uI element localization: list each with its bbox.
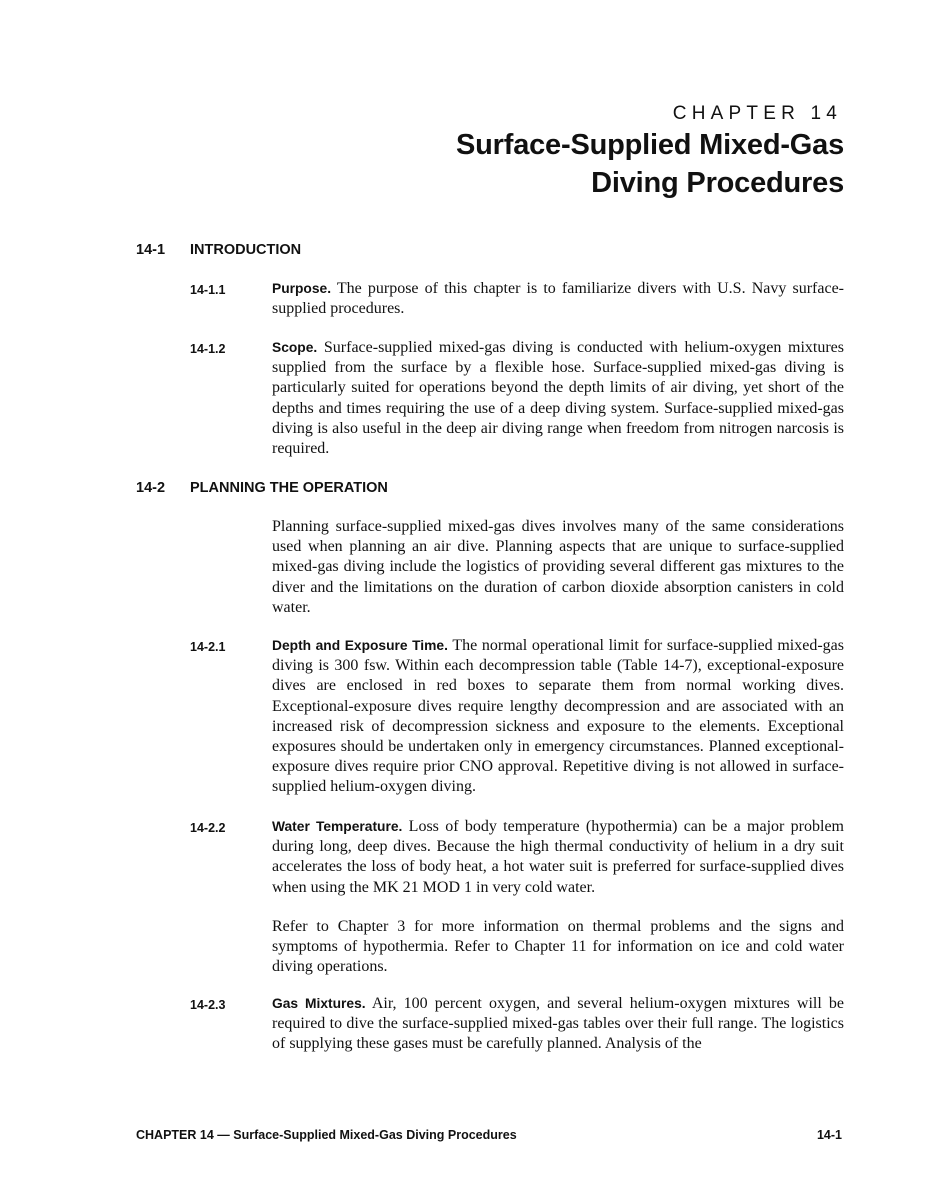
- paragraph-lead: Gas Mixtures.: [272, 996, 366, 1011]
- paragraph-lead: Depth and Exposure Time.: [272, 638, 448, 653]
- footer-chapter-title: CHAPTER 14 — Surface-Supplied Mixed-Gas Diving Procedures: [136, 1128, 517, 1142]
- paragraph: [272, 338, 844, 459]
- section-title: PLANNING THE OPERATION: [190, 480, 388, 496]
- chapter-title-line-1: Surface-Supplied Mixed-Gas: [456, 129, 844, 161]
- paragraph: [272, 636, 844, 798]
- paragraph-number: 14-1.1: [190, 283, 226, 297]
- paragraph: [272, 279, 844, 319]
- paragraph-number: 14-2.2: [190, 821, 226, 835]
- paragraph-lead: Water Temperature.: [272, 819, 403, 834]
- paragraph: [272, 817, 844, 898]
- paragraph-number: 14-2.1: [190, 640, 226, 654]
- section-number: 14-2: [136, 480, 166, 496]
- paragraph-text: Loss of body temperature (hypothermia) can be a major problem during long, deep dives. Because the high thermal conductivity of helium in a dry suit accelerates the loss of body heat, a hot water suit is preferred for surface-supplied dives when using the MK 21 MOD 1 in very cold water.: [272, 818, 844, 896]
- chapter-label: CHAPTER 14: [672, 103, 842, 124]
- paragraph: [272, 994, 844, 1055]
- paragraph-text: Surface-supplied mixed-gas diving is conducted with helium-oxygen mixtures supplied from the surface by a flexible hose. Surface-supplied mixed-gas diving is particularly suited for operations beyond the depth limits of air diving, yet short of the depths and times requiring the use of a deep diving system. Surface-supplied mixed-gas diving is also useful in the deep air diving range when freedom from nitrogen narcosis is required.: [272, 339, 844, 458]
- section-intro: Planning surface-supplied mixed-gas dives involves many of the same considerations used when planning an air dive. Planning aspects that are unique to surface-supplied mixed-gas diving include the logistics of providing several different gas mixtures to the diver and the limitations on the duration of carbon dioxide absorption canisters in cold water.: [272, 518, 844, 616]
- paragraph-lead: Scope.: [272, 340, 318, 355]
- paragraph-text: Air, 100 percent oxygen, and several helium-oxygen mixtures will be required to dive the surface-supplied mixed-gas tables over their full range. The logistics of supplying these gases must be carefully planned. Analysis of the: [272, 995, 845, 1053]
- paragraph-lead: Purpose.: [272, 281, 332, 296]
- chapter-title: [456, 126, 844, 202]
- section-number: 14-1: [136, 242, 166, 258]
- paragraph: Refer to Chapter 3 for more information on thermal problems and the signs and symptoms of hypothermia. Refer to Chapter 11 for information on ice and cold water diving operations.: [272, 918, 844, 976]
- paragraph-text: The normal operational limit for surface-supplied mixed-gas diving is 300 fsw. Within each decompression table (Table 14-7), exceptional-exposure dives are enclosed in red boxes to separate them from normal working dives. Exceptional-exposure dives require lengthy decompression and are associated with an increased risk of decompression sickness and exposure to the elements. Exceptional exposures should be undertaken only in emergency circumstances. Planned exceptional-exposure dives require prior CNO approval. Repetitive diving is not allowed in surface-supplied helium-oxygen diving.: [272, 637, 845, 796]
- paragraph-number: 14-1.2: [190, 342, 226, 356]
- chapter-title-line-2: Diving Procedures: [591, 167, 844, 199]
- section-title: INTRODUCTION: [190, 242, 302, 258]
- paragraph-text: The purpose of this chapter is to familiarize divers with U.S. Navy surface-supplied procedures.: [272, 280, 844, 318]
- page-number: 14-1: [816, 1128, 842, 1142]
- paragraph-number: 14-2.3: [190, 998, 226, 1012]
